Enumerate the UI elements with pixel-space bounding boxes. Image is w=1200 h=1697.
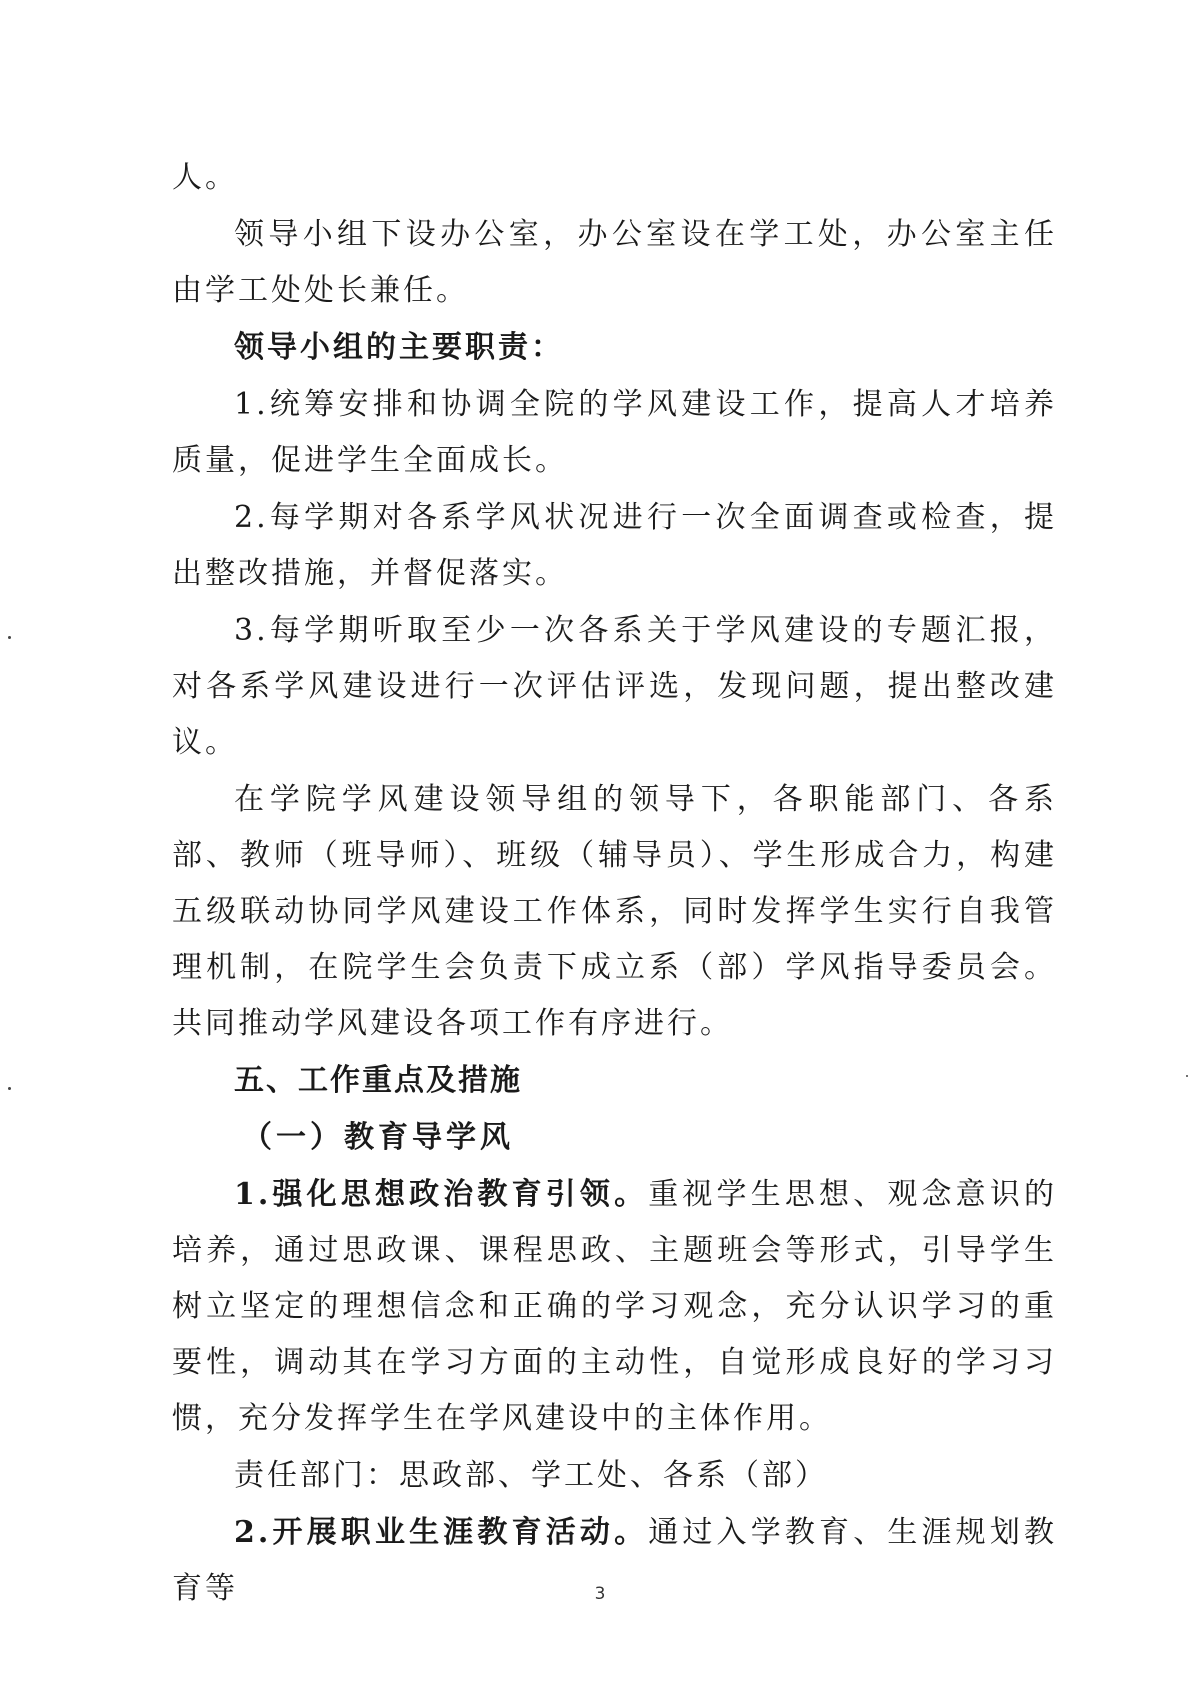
item-2-text: 通过入学教育、生涯规划教育等 xyxy=(172,1515,1057,1606)
item-2-title: 2.开展职业生涯教育活动。 xyxy=(234,1515,649,1550)
paragraph-coordination: 在学院学风建设领导组的领导下，各职能部门、各系部、教师（班导师）、班级（辅导员）、学生形成合力，构建五级联动协同学风建设工作体系，同时发挥学生实行自我管理机制，在院学生会负责下成立系（部）学风指导委员会。共同推动学风建设各项工作有序进行。 xyxy=(172,782,1057,1041)
scan-speck xyxy=(8,1087,11,1090)
page-number: 3 xyxy=(594,1584,606,1604)
scan-speck xyxy=(1186,1075,1188,1077)
paragraph-office: 领导小组下设办公室，办公室设在学工处，办公室主任由学工处处长兼任。 xyxy=(172,217,1057,308)
subsection-heading-1: （一）教育导学风 xyxy=(242,1120,514,1155)
scan-speck xyxy=(8,636,11,639)
item-1-title: 1.强化思想政治教育引领。 xyxy=(234,1177,649,1212)
paragraph-duty-1: 1.统筹安排和协调全院的学风建设工作，提高人才培养质量，促进学生全面成长。 xyxy=(172,387,1057,478)
paragraph-item-1 xyxy=(172,1167,1057,1447)
paragraph-duties-heading: 领导小组的主要职责： xyxy=(234,330,564,365)
document-body xyxy=(172,150,1057,1618)
paragraph-duty-3: 3.每学期听取至少一次各系关于学风建设的专题汇报，对各系学风建设进行一次评估评选，发现问题，提出整改建议。 xyxy=(172,613,1057,760)
paragraph-continuation: 人。 xyxy=(172,160,238,195)
paragraph-duty-2: 2.每学期对各系学风状况进行一次全面调查或检查，提出整改措施，并督促落实。 xyxy=(172,500,1057,591)
item-1-text: 重视学生思想、观念意识的培养，通过思政课、课程思政、主题班会等形式，引导学生树立坚定的理想信念和正确的学习观念，充分认识学习的重要性，调动其在学习方面的主动性，自觉形成良好的学习习惯，充分发挥学生在学风建设中的主体作用。 xyxy=(172,1177,1057,1436)
paragraph-responsibility-1: 责任部门：思政部、学工处、各系（部） xyxy=(234,1458,828,1493)
section-heading-5: 五、工作重点及措施 xyxy=(234,1063,522,1098)
